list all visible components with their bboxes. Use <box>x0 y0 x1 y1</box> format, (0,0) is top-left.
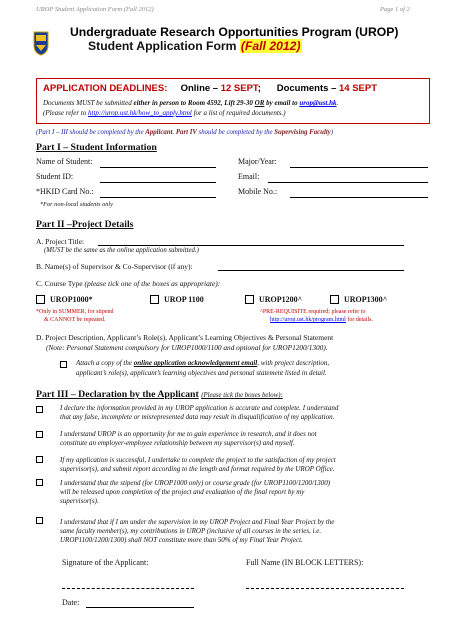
instr-part-a: (Part I – III should be completed by the <box>36 129 144 136</box>
course-option-1100: UROP 1100 <box>164 295 204 304</box>
student-id-label: Student ID: <box>36 172 74 181</box>
declaration-5-line3: UROP1100/1200/1300) shall NOT constitute more than 50% of my Final Year Project. <box>60 536 303 544</box>
declaration-3-line2: supervisor(s), and submit report according to the length and format required by the UROP Office. <box>60 465 335 473</box>
form-title: Undergraduate Research Opportunities Program (UROP) <box>70 25 399 39</box>
declaration-1-line1: I declare the information provided in my UROP application is accurate and complete. I understand <box>60 404 339 412</box>
deadline-label: APPLICATION DEADLINES: <box>43 83 168 94</box>
summer-note: *Only in SUMMER, for stipend <box>36 309 114 315</box>
course-option-1200: UROP1200^ <box>259 295 303 304</box>
online-label: Online – <box>180 83 219 94</box>
supervisor-field[interactable] <box>218 270 404 271</box>
submit-location: either in person to Room 4592, Lift 29-30 <box>133 99 253 107</box>
instr-close: ) <box>330 129 334 136</box>
date-label: Date: <box>62 598 80 607</box>
course-checkbox-1200[interactable] <box>245 295 254 304</box>
declaration-1 <box>60 404 338 422</box>
project-title-note: (MUST be the same as the online application submitted.) <box>44 247 199 254</box>
course-type-text: C. Course Type <box>36 279 83 288</box>
part3-heading <box>36 389 283 400</box>
attach-instruction <box>76 359 329 368</box>
declaration-5-line1: I understand that if I am under the supervision in my UROP Project and Final Year Project by the <box>60 518 335 526</box>
program-note-post: for details. <box>347 317 374 323</box>
attach-email-ref: online application acknowledgement email <box>133 359 258 367</box>
instr-dot: . <box>172 129 175 136</box>
refer-text-post: for a list of required documents.) <box>193 109 286 117</box>
major-label: Major/Year: <box>238 157 277 166</box>
signature-label: Signature of the Applicant: <box>62 558 149 567</box>
hkid-footnote: *For non-local students only <box>40 201 113 208</box>
submit-or: OR <box>254 99 265 107</box>
attach-instruction-line2: applicant’s role(s), applicant’s learning objectives and personal statement listed in detail. <box>76 369 327 377</box>
major-field[interactable] <box>290 167 428 168</box>
mobile-field[interactable] <box>290 197 428 198</box>
course-type-note: (please tick one of the boxes as appropriate): <box>84 279 221 288</box>
name-field[interactable] <box>100 167 216 168</box>
course-checkbox-1100[interactable] <box>150 295 159 304</box>
declaration-5-line2: same faculty member(s), my contributions in UROP (inclusive of all courses in the series, i.e. <box>60 527 322 535</box>
how-to-apply-link[interactable]: http://urop.ust.hk/how_to_apply.html <box>88 109 192 117</box>
submit-by-email: by email to <box>266 99 298 107</box>
declaration-4 <box>60 479 330 506</box>
course-option-1000: UROP1000* <box>50 295 93 304</box>
declaration-2-line1: I understand UROP is an opportunity for me to gain experience in research, and it does not <box>60 430 317 438</box>
course-checkbox-1300[interactable] <box>330 295 339 304</box>
term-badge: (Fall 2012) <box>240 39 301 53</box>
student-id-field[interactable] <box>100 182 216 183</box>
no-repeat-note: & CANNOT be repeated. <box>44 317 106 323</box>
fullname-label: Full Name (IN BLOCK LETTERS): <box>246 558 364 567</box>
deadline-line <box>43 83 377 94</box>
attach-pre: Attach a copy of the <box>76 359 132 367</box>
email-link[interactable]: urop@ust.hk <box>299 99 337 107</box>
declaration-checkbox-5[interactable] <box>36 517 43 524</box>
subtitle-text: Student Application Form <box>88 39 237 53</box>
attach-post: , with project description, <box>257 359 330 367</box>
part3-title: Part III – Declaration by the Applicant <box>36 389 199 400</box>
hkid-field[interactable] <box>100 197 216 198</box>
signature-field[interactable] <box>62 588 194 589</box>
instr-part-b: should be completed by the <box>198 129 273 136</box>
attach-checkbox[interactable] <box>60 361 67 368</box>
hkid-label: *HKID Card No.: <box>36 187 94 196</box>
documents-label: Documents – <box>276 83 337 94</box>
declaration-3 <box>60 456 336 474</box>
mobile-label: Mobile No.: <box>238 187 278 196</box>
university-logo <box>33 30 49 56</box>
prerequisite-note: ^PRE-REQUISITE required; please refer to <box>260 309 366 315</box>
program-link[interactable]: http://urop.ust.hk/program.html <box>270 317 346 323</box>
part2-heading: Part II –Project Details <box>36 219 134 230</box>
instr-part-iv: Part IV <box>175 129 197 136</box>
refer-text: (Please refer to <box>43 109 87 117</box>
email-label: Email: <box>238 172 260 181</box>
declaration-checkbox-1[interactable] <box>36 406 43 413</box>
declaration-1-line2: that any false, incomplete or misrepresented data may result in disqualification of my application. <box>60 413 335 421</box>
submit-text: Documents MUST be submitted <box>43 99 132 107</box>
date-field[interactable] <box>86 607 194 608</box>
fullname-field[interactable] <box>246 588 404 589</box>
instr-applicant: Applicant <box>145 129 173 136</box>
project-title-label: A. Project Title: <box>36 237 85 246</box>
course-option-1300: UROP1300^ <box>344 295 388 304</box>
declaration-checkbox-3[interactable] <box>36 456 43 463</box>
program-note <box>270 317 373 323</box>
part3-note: (Please tick the boxes below): <box>201 392 283 399</box>
email-field[interactable] <box>268 182 428 183</box>
completion-instruction <box>36 129 333 136</box>
form-subtitle <box>88 39 302 53</box>
instr-faculty: Supervising Faculty <box>274 129 331 136</box>
header-left: UROP Student Application Form (Fall 2012) <box>36 6 154 13</box>
name-label: Name of Student: <box>36 157 93 166</box>
documents-date: 14 SEPT <box>339 83 378 94</box>
submission-instructions: Documents MUST be submitted either in person to Room 4592, Lift 29-30 OR by email to urop@ust.hk. <box>43 99 339 107</box>
course-checkbox-1000[interactable] <box>36 295 45 304</box>
declaration-5 <box>60 518 334 545</box>
declaration-checkbox-2[interactable] <box>36 431 43 438</box>
description-label: D. Project Description, Applicant’s Role(s), Applicant’s Learning Objectives & Personal Statement <box>36 333 334 342</box>
course-type-label <box>36 279 220 288</box>
header-page-number: Page 1 of 2 <box>380 6 410 13</box>
deadlines-box <box>36 78 430 124</box>
declaration-2-line2: constitute an employer-employee relationship between my supervisor(s) and myself. <box>60 439 295 447</box>
declaration-4-line1: I understand that the stipend (for UROP1000 only) or course grade (for UROP1100/1200/1300) <box>60 479 331 487</box>
declaration-3-line1: If my application is successful, I undertake to complete the project to the satisfaction of my project <box>60 456 336 464</box>
part1-heading: Part I – Student Information <box>36 142 157 153</box>
online-date: 12 SEPT <box>220 83 258 94</box>
declaration-4-line2: will be released upon completion of the project and evaluation of the final report by my <box>60 488 305 496</box>
declaration-checkbox-4[interactable] <box>36 479 43 486</box>
deadline-separator: ; <box>257 83 261 94</box>
supervisor-label: B. Name(s) of Supervisor & Co-Supervisor (if any): <box>36 262 193 271</box>
declaration-2 <box>60 430 317 448</box>
declaration-4-line3: supervisor(s). <box>60 497 99 505</box>
required-documents-note <box>43 109 286 117</box>
description-note: (Note: Personal Statement compulsory for UROP1000/1100 and optional for UROP1200/1300). <box>46 343 328 352</box>
